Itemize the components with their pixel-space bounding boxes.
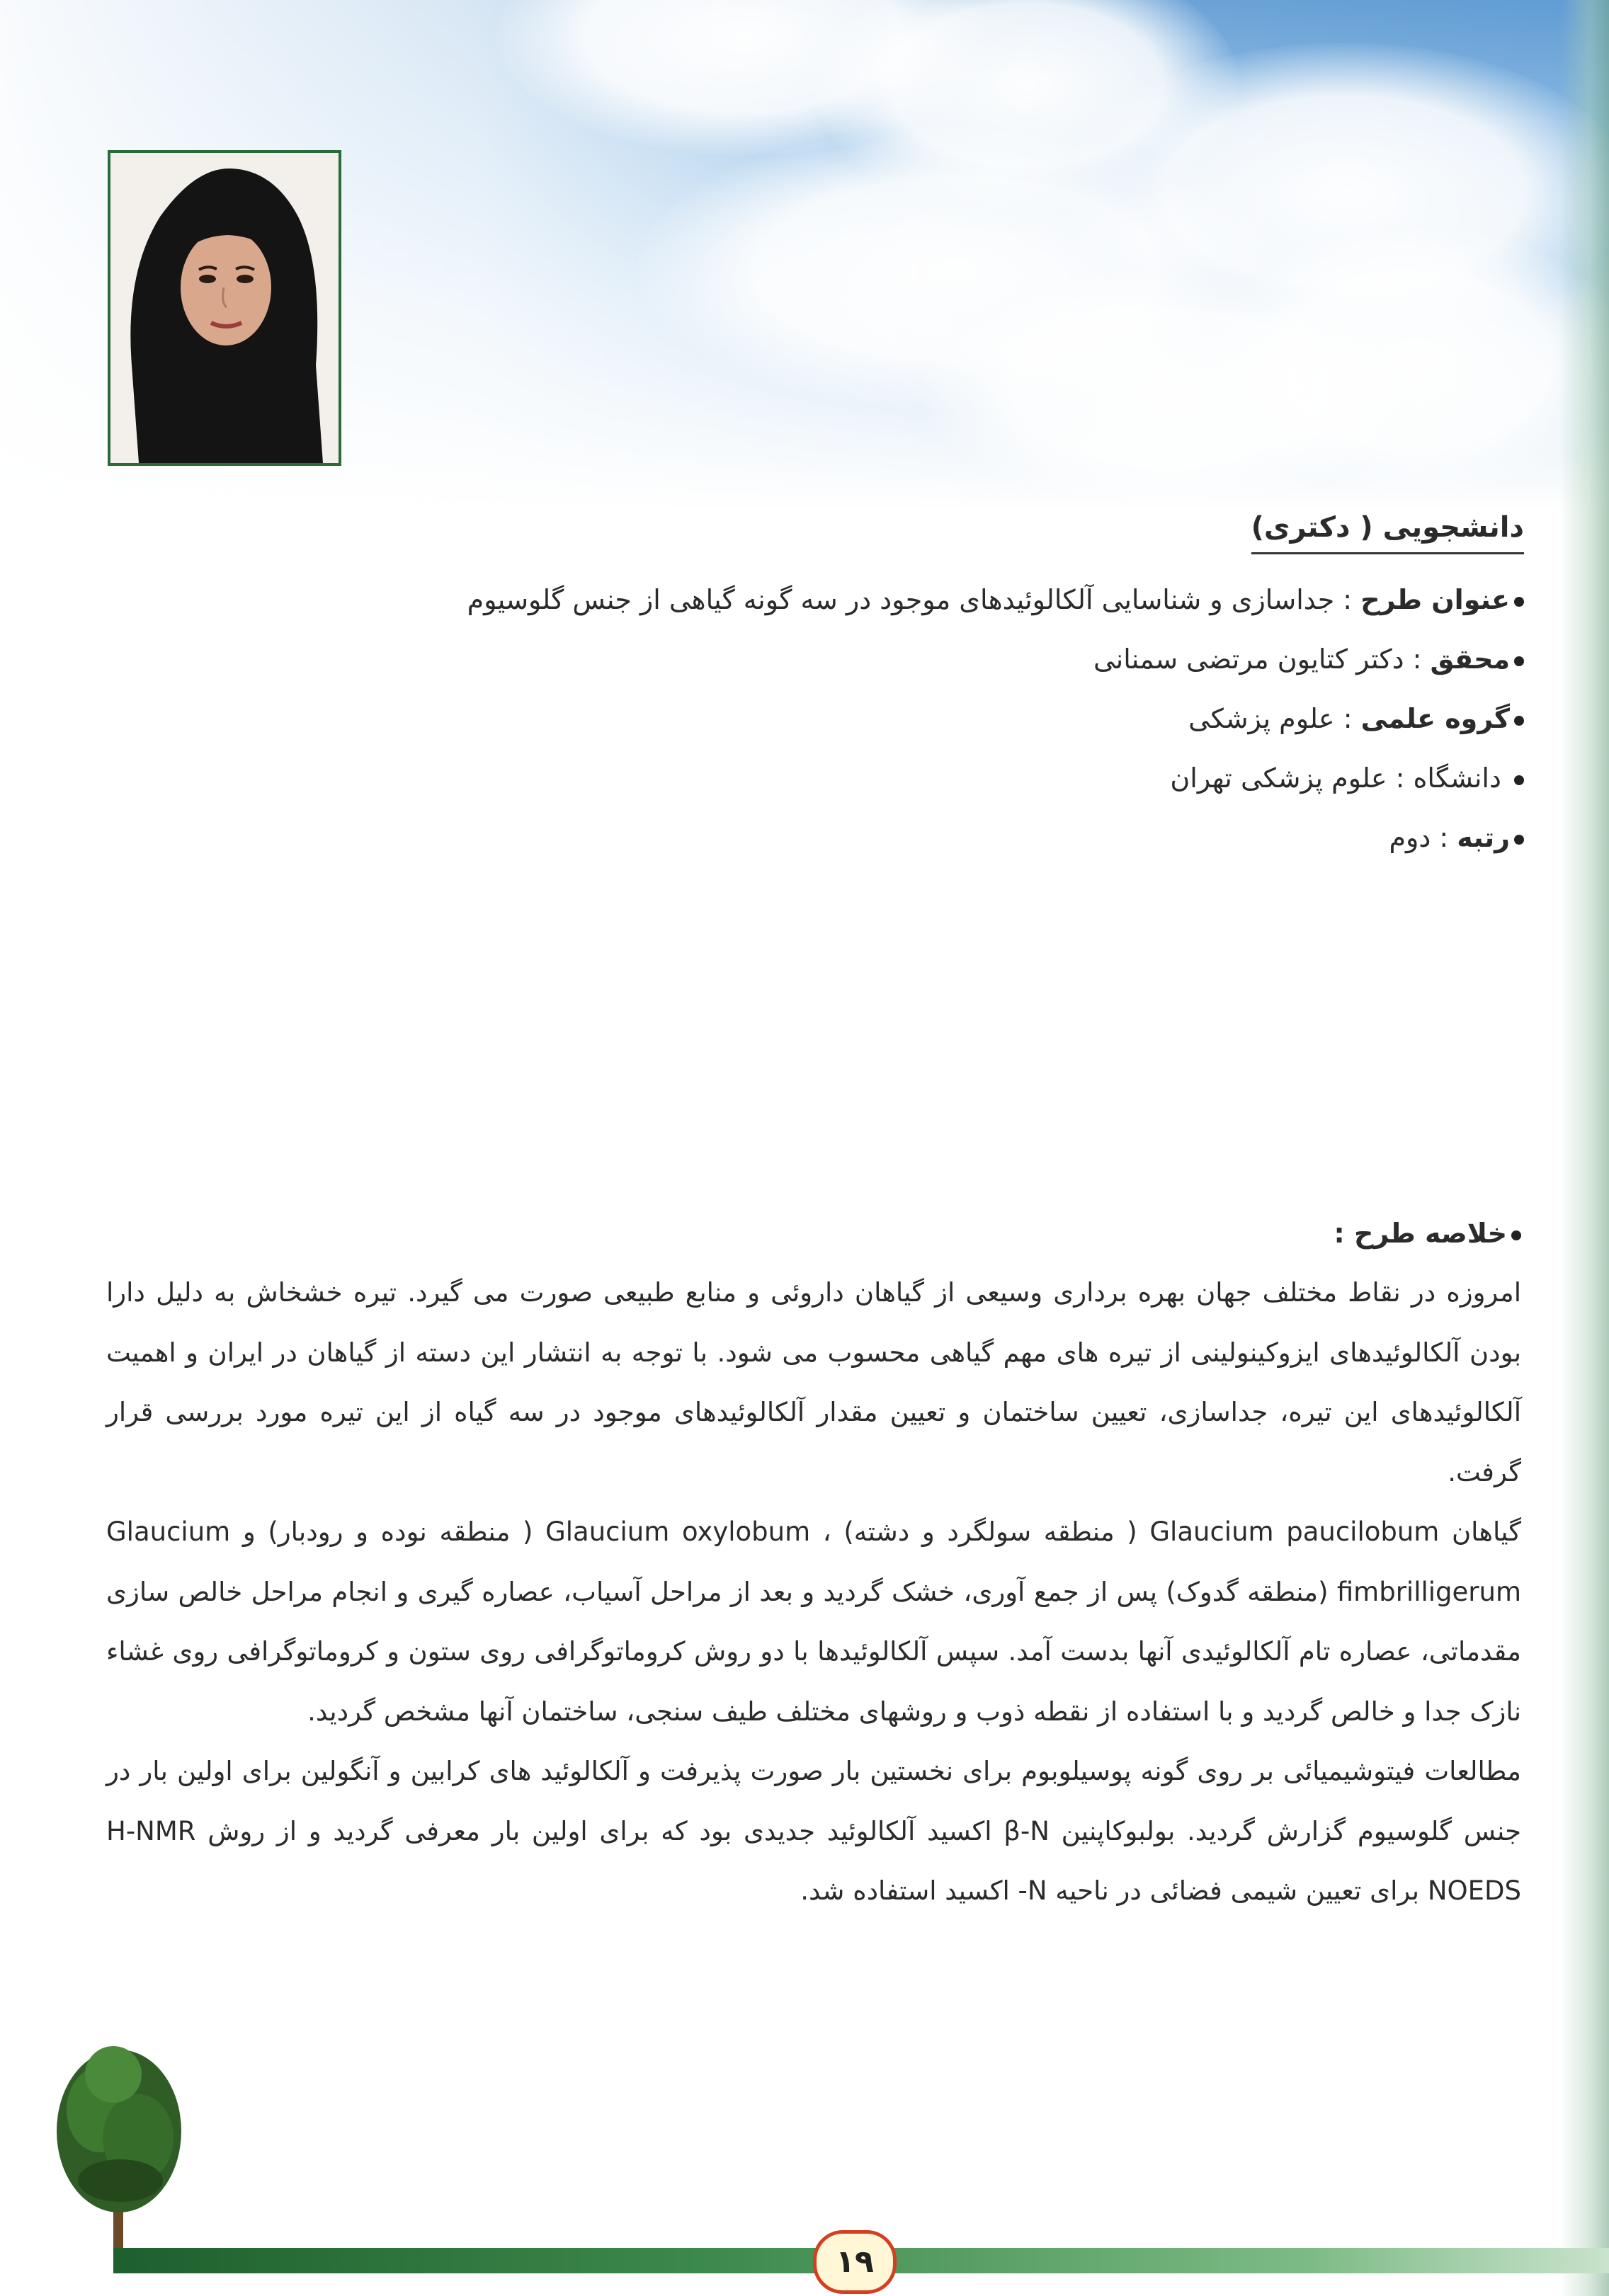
summary-paragraph-1: امروزه در نقاط مختلف جهان بهره برداری وسیعی از گیاهان داروئی و منابع طبیعی صورت می گیرد. تیره خشخاش به دلیل دارا بودن آلکالوئیدهای ایزوکینولینی از تیره های مهم گیاهی محسوب می شود. با توجه به انتشار این دسته از گیاهان در ایران و اهمیت آلکالوئیدهای این تیره، جداسازی، تعیین ساختمان و تعیین مقدار آلکالوئیدهای موجود در سه گیاه از این تیره مورد بررسی قرار گرفت. (106, 1277, 1521, 1487)
bullet-icon (1514, 656, 1524, 666)
bullet-icon (1514, 597, 1524, 607)
bullet-icon (1514, 716, 1524, 726)
group-label: گروه علمی (1360, 703, 1510, 734)
title-label: عنوان طرح (1360, 584, 1510, 615)
university-label: دانشگاه (1413, 763, 1501, 794)
project-summary (106, 1204, 1521, 1921)
info-rank-row: رتبه : دوم (320, 808, 1524, 867)
summary-paragraph-2: گیاهان Glaucium paucilobum ( منطقه سولگرد و دشته) ، Glaucium oxylobum ( منطقه نوده و رودبار) و Glaucium fimbrilligerum (منطقه گدوک) پس از جمع آوری، خشک گردید و بعد از مراحل آسیاب، عصاره گیری و انجام مراحل خالص سازی مقدماتی، عصاره تام آلکالوئیدی آنها بدست آمد. سپس آلکالوئیدها با دو روش کروماتوگرافی روی ستون و کروماتوگرافی روی غشاء نازک جدا و خالص گردید و با استفاده از نقطه ذوب و روشهای مختلف طیف سنجی، ساختمان آنها مشخص گردید. (106, 1517, 1522, 1727)
researcher-photo (108, 150, 341, 466)
bullet-icon (1511, 1230, 1521, 1240)
group-value: علوم پزشکی (1188, 703, 1335, 734)
info-researcher-row: محقق : دکتر کتایون مرتضی سمنانی (320, 629, 1524, 689)
summary-paragraph-3: مطالعات فیتوشیمیائی بر روی گونه پوسیلوبوم برای نخستین بار صورت پذیرفت و آلکالوئید های کرابین و آنگولین برای اولین بار در جنس گلوسیوم گزارش گردید. بولبوکاپنین β-N اکسید آلکالوئید جدیدی بود که برای اولین بار معرفی گردید و از روش H-NMR NOEDS برای تعیین شیمی فضائی در ناحیه N- اکسید استفاده شد. (106, 1756, 1521, 1906)
bullet-icon (1514, 775, 1524, 785)
title-value: جداسازی و شناسایی آلکالوئیدهای موجود در سه گونه گیاهی از جنس گلوسیوم (467, 584, 1335, 615)
bullet-icon (1514, 835, 1524, 845)
researcher-value: دکتر کتایون مرتضی سمنانی (1093, 644, 1404, 675)
summary-title: خلاصه طرح : (106, 1204, 1521, 1263)
tree-icon (42, 2032, 198, 2258)
page-number: ۱۹ (813, 2230, 897, 2294)
info-group-row: گروه علمی : علوم پزشکی (320, 689, 1524, 748)
rank-label: رتبه (1457, 822, 1510, 853)
university-value: علوم پزشکی تهران (1170, 763, 1387, 794)
info-university-row: دانشگاه : علوم پزشکی تهران (320, 748, 1524, 808)
researcher-label: محقق (1430, 644, 1510, 675)
project-info (320, 511, 1524, 867)
rank-value: دوم (1389, 822, 1431, 853)
info-title-row: عنوان طرح : جداسازی و شناسایی آلکالوئیدهای موجود در سه گونه گیاهی از جنس گلوسیوم (320, 570, 1524, 629)
right-edge-shade (1559, 0, 1609, 2296)
section-heading: دانشجویی ( دکتری) (1251, 511, 1524, 554)
